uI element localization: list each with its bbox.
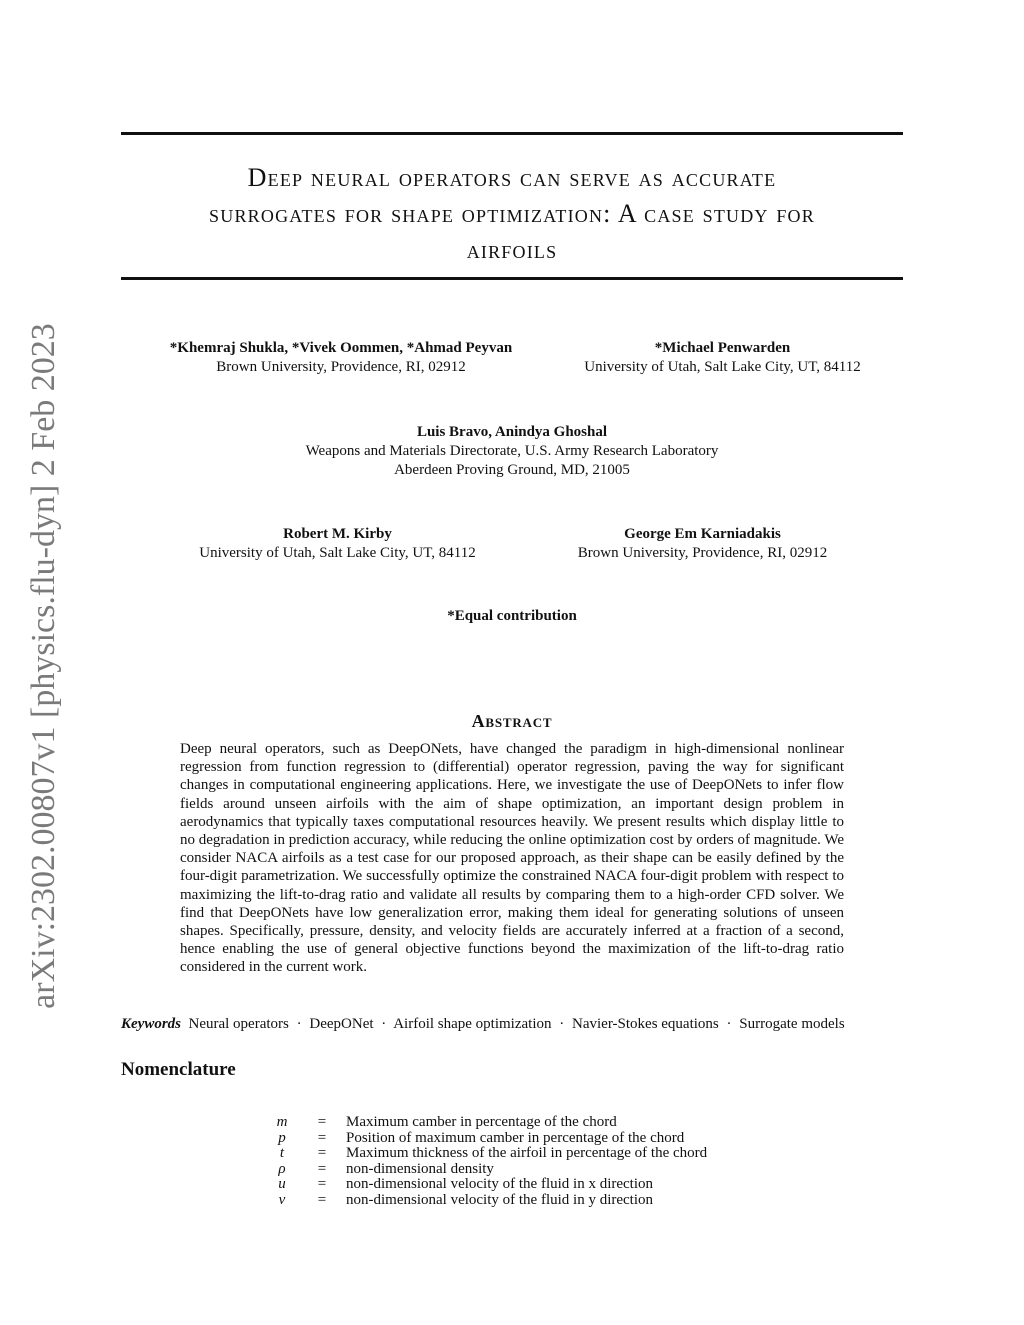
keyword: Surrogate models [739,1016,845,1032]
title-line: airfoils [466,235,558,264]
keyword: Navier-Stokes equations [572,1016,719,1032]
author-names: George Em Karniadakis [624,526,781,542]
author-block [545,525,860,563]
author-affiliation: University of Utah, Salt Lake City, UT, 84112 [199,545,476,561]
title-rule-bottom [121,277,903,280]
arxiv-identifier: arXiv:2302.00807v1 [physics.flu-dyn] 2 Feb 2023 [25,323,62,1009]
nomenclature-definition: non-dimensional velocity of the fluid in y direction [346,1191,654,1208]
keyword-separator: · [381,1016,387,1032]
title-line: surrogates for shape optimization: A case study for [209,199,815,228]
title-line: Deep neural operators can serve as accurate [247,163,777,192]
nomenclature-definition: non-dimensional density [346,1160,494,1177]
nomenclature-symbol: v [278,1191,286,1208]
nomenclature-equals: = [317,1160,327,1177]
nomenclature-row [266,1131,707,1147]
nomenclature-equals: = [317,1191,327,1208]
nomenclature-symbol: u [278,1176,286,1192]
keyword: DeepONet [309,1016,374,1032]
nomenclature-row [266,1162,707,1178]
author-names: Luis Bravo, Anindya Ghoshal [416,424,608,440]
author-affiliation: Brown University, Providence, RI, 02912 [216,359,466,375]
nomenclature-equals: = [317,1145,327,1161]
abstract-body: Deep neural operators, such as DeepONets, have changed the paradigm in high-dimensional nonlinear regression from function regression to (differential) operator regression, paving the way for significant changes in computational engineering applications. Here, we investigate the use of DeepONets to infer flow fields around unseen airfoils with the aim of shape optimization, an important design problem in aerodynamics that typically taxes computational resources heavily. We present results which display little to no degradation in prediction accuracy, while reducing the online optimization cost by orders of magnitude. We consider NACA airfoils as a test case for our proposed approach, as their shape can be easily defined by the four-digit parametrization. We successfully optimize the constrained NACA four-digit problem with respect to maximizing the lift-to-drag ratio and validate all results by comparing them to a high-order CFD solver. We find that DeepONets have low generalization error, making them ideal for generating solutions of unseen shapes. Specifically, pressure, density, and velocity fields are accurately inferred at a fraction of a second, hence enabling the use of general objective functions beyond the maximization of the lift-to-drag ratio considered in the current work. [180,741,844,976]
nomenclature-definition: Maximum camber in percentage of the chord [346,1114,617,1130]
nomenclature-symbol: p [278,1129,286,1146]
author-affiliation: Aberdeen Proving Ground, MD, 21005 [394,462,630,478]
nomenclature-row [266,1115,707,1131]
keyword-separator: · [559,1016,565,1032]
nomenclature-equals: = [317,1129,327,1146]
author-names: Robert M. Kirby [283,526,392,542]
nomenclature-definition: Position of maximum camber in percentage of the chord [346,1129,685,1146]
nomenclature-row [266,1146,707,1162]
keywords-line [121,1016,903,1033]
author-block [165,525,510,563]
nomenclature-equals: = [317,1114,327,1130]
author-block [121,339,561,377]
title-rule-top [121,132,903,135]
nomenclature-symbol: t [279,1145,285,1161]
nomenclature-definition: non-dimensional velocity of the fluid in x direction [346,1176,654,1192]
author-block [262,423,762,480]
keywords-label: Keywords [121,1016,181,1032]
keyword-separator: · [726,1016,732,1032]
keyword: Airfoil shape optimization [393,1016,552,1032]
nomenclature-table [266,1115,707,1208]
paper-title [121,160,903,268]
nomenclature-equals: = [317,1176,327,1192]
author-block [560,339,885,377]
nomenclature-definition: Maximum thickness of the airfoil in percentage of the chord [346,1145,708,1161]
author-names: *Khemraj Shukla, *Vivek Oommen, *Ahmad Peyvan [169,340,513,356]
nomenclature-symbol: ρ [278,1160,286,1177]
author-affiliation: University of Utah, Salt Lake City, UT, 84112 [584,359,861,375]
nomenclature-symbol: m [276,1114,288,1130]
nomenclature-row [266,1177,707,1193]
keyword-separator: · [296,1016,302,1032]
author-names: *Michael Penwarden [654,340,791,356]
nomenclature-heading: Nomenclature [121,1059,236,1080]
equal-contribution-note: *Equal contribution [447,608,577,624]
keyword: Neural operators [188,1016,289,1032]
nomenclature-row [266,1193,707,1209]
author-affiliation: Brown University, Providence, RI, 02912 [577,545,828,561]
author-affiliation: Weapons and Materials Directorate, U.S. Army Research Laboratory [305,443,719,459]
abstract-heading: Abstract [471,711,553,731]
